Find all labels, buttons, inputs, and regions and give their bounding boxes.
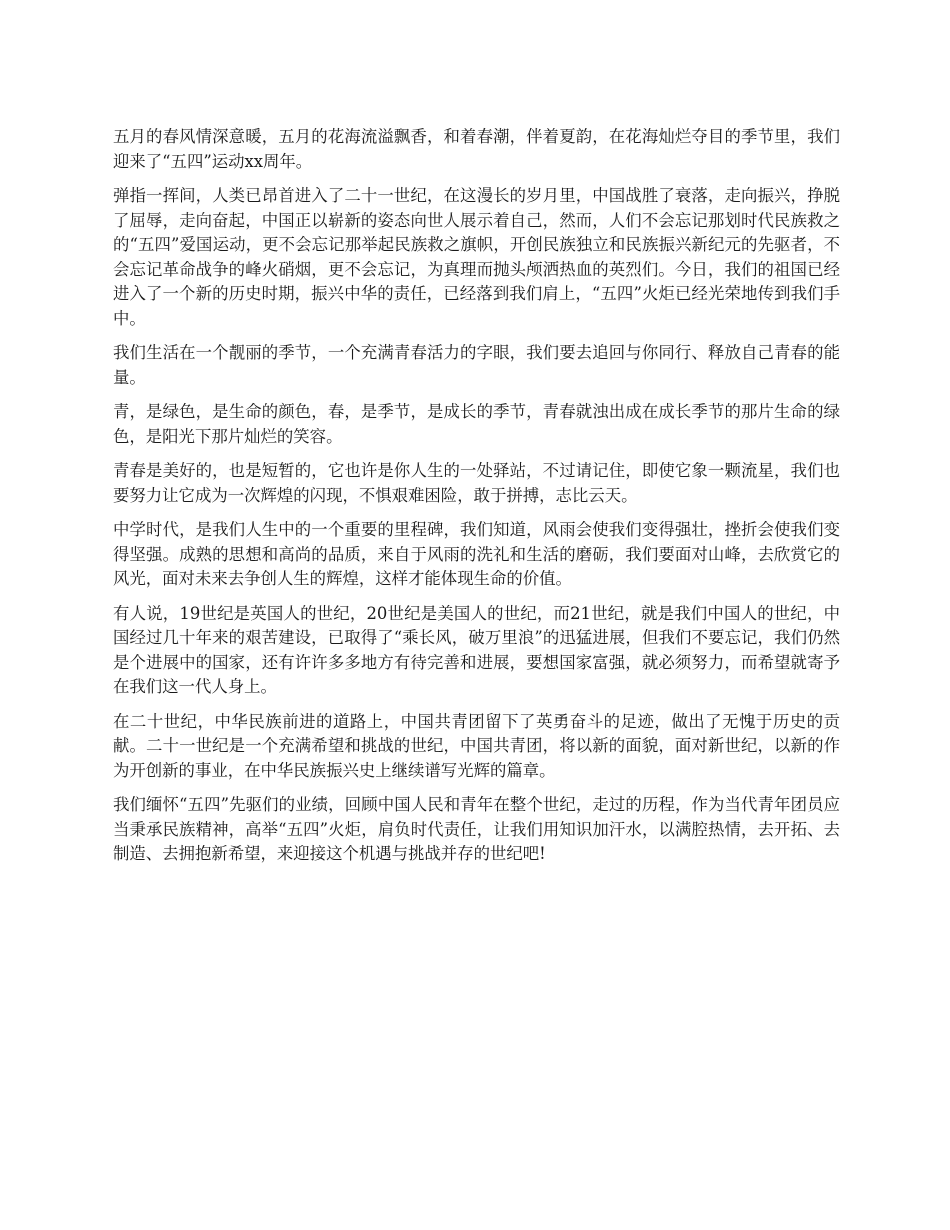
- document-body: [113, 125, 840, 877]
- paragraph-5: 青春是美好的，也是短暂的，它也许是你人生的一处驿站，不过请记住，即使它象一颗流星，我们也要努力让它成为一次辉煌的闪现，不惧艰难困险，敢于拼搏，志比云天。: [113, 461, 840, 505]
- paragraph-8: 在二十世纪，中华民族前进的道路上，中国共青团留下了英勇奋斗的足迹，做出了无愧于历史的贡献。二十一世纪是一个充满希望和挑战的世纪，中国共青团，将以新的面貌，面对新世纪，以新的作为开创新的事业，在中华民族振兴史上继续谱写光辉的篇章。: [113, 711, 840, 780]
- paragraph-9: 我们缅怀“五四”先驱们的业绩，回顾中国人民和青年在整个世纪，走过的历程，作为当代青年团员应当秉承民族精神，高举“五四”火炬，肩负时代责任，让我们用知识加汗水，以满腔热情，去开拓、去制造、去拥抱新希望，来迎接这个机遇与挑战并存的世纪吧!: [113, 795, 840, 863]
- paragraph-1: 五月的春风情深意暖，五月的花海流溢飘香，和着春潮，伴着夏韵，在花海灿烂夺目的季节里，我们迎来了“五四”运动xx周年。: [113, 127, 840, 171]
- paragraph-3: 我们生活在一个靓丽的季节，一个充满青春活力的字眼，我们要去追回与你同行、释放自己青春的能量。: [113, 343, 840, 387]
- paragraph-7: 有人说，19世纪是英国人的世纪，20世纪是美国人的世纪，而21世纪，就是我们中国人的世纪，中国经过几十年来的艰苦建设，已取得了“乘长风，破万里浪”的迅猛进展，但我们不要忘记，我们仍然是个进展中的国家，还有许许多多地方有待完善和进展，要想国家富强，就必须努力，而希望就寄予在我们这一代人身上。: [113, 603, 840, 696]
- paragraph-6: 中学时代，是我们人生中的一个重要的里程碑，我们知道，风雨会使我们变得强壮，挫折会使我们变得坚强。成熟的思想和高尚的品质，来自于风雨的洗礼和生活的磨砺，我们要面对山峰，去欣赏它的风光，面对未来去争创人生的辉煌，这样才能体现生命的价值。: [113, 520, 840, 588]
- paragraph-4: 青，是绿色，是生命的颜色，春，是季节，是成长的季节，青春就浊出成在成长季节的那片生命的绿色，是阳光下那片灿烂的笑容。: [113, 402, 840, 446]
- paragraph-2: 弹指一挥间，人类已昂首进入了二十一世纪，在这漫长的岁月里，中国战胜了衰落，走向振兴，挣脱了屈辱，走向奋起，中国正以崭新的姿态向世人展示着自己，然而，人们不会忘记那划时代民族救之的“五四”爱国运动，更不会忘记那举起民族救之旗帜，开创民族独立和民族振兴新纪元的先驱者，不会忘记革命战争的峰火硝烟，更不会忘记，为真理而抛头颅洒热血的英烈们。今日，我们的祖国已经进入了一个新的历史时期，振兴中华的责任，已经落到我们肩上，“五四”火炬已经光荣地传到我们手中。: [113, 186, 840, 328]
